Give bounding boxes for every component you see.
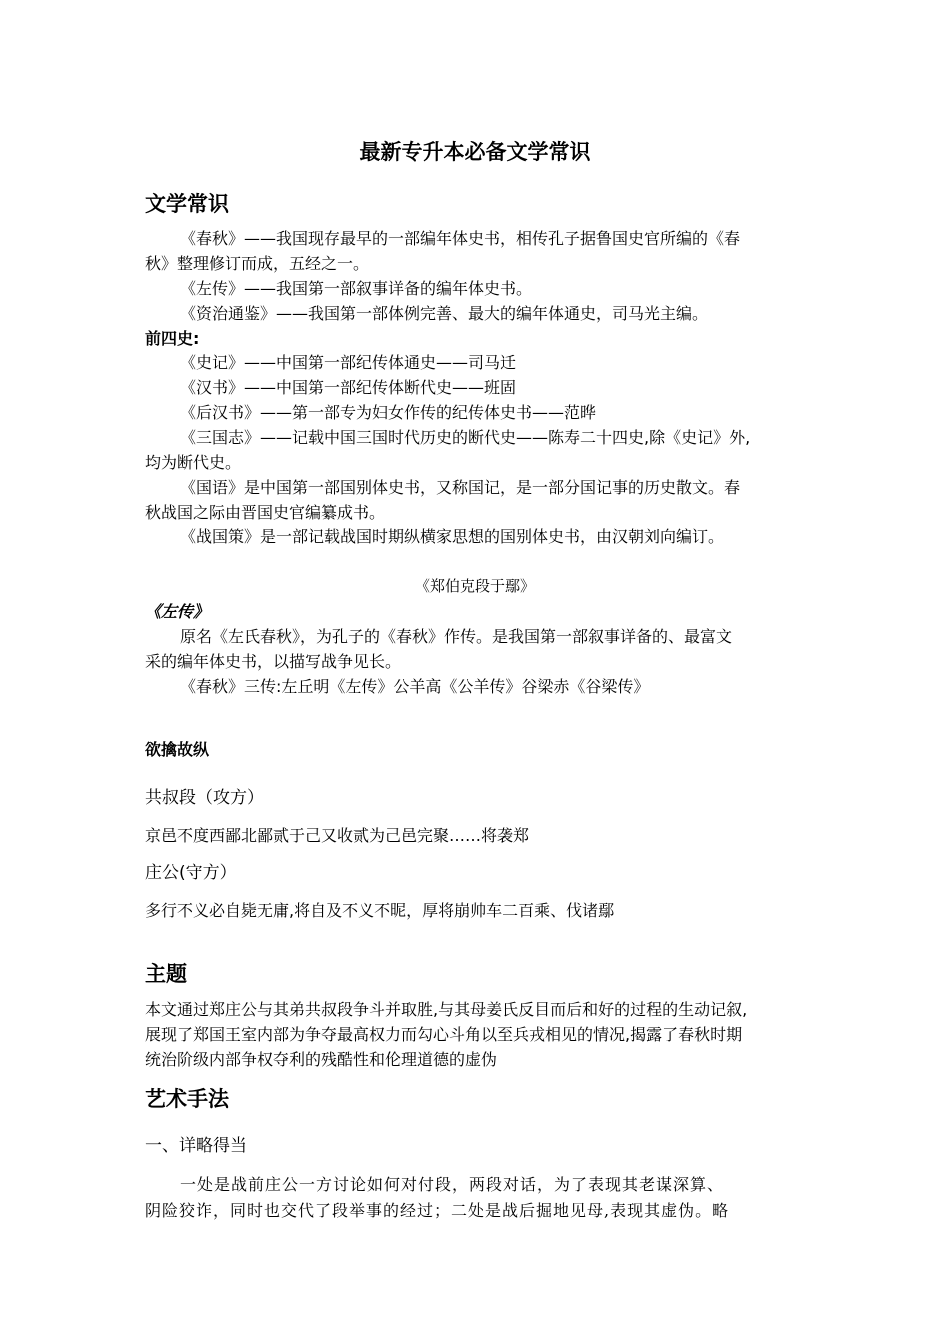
text-zhuang-gong: 多行不义必自毙无庸,将自及不义不昵，厚将崩帅车二百乘、伐诸鄢: [145, 901, 615, 920]
text-zhanguoce: 《战国策》是一部记载战国时期纵横家思想的国别体史书，由汉朝刘向编订。: [180, 527, 725, 546]
section-heading-theme: 主题: [145, 962, 187, 986]
text-guoyu-line2: 秋战国之际由晋国史官编纂成书。: [145, 503, 386, 522]
subtitle-zheng-bo-ke-duan: 《郑伯克段于鄢》: [414, 577, 535, 595]
text-houhanshu: 《后汉书》——第一部专为妇女作传的纪传体史书——范晔: [180, 403, 597, 422]
text-hanshu: 《汉书》——中国第一部纪传体断代史——班固: [180, 378, 517, 397]
text-zuozhuan-desc-line1: 原名《左氏春秋》，为孔子的《春秋》作传。是我国第一部叙事详备的、最富文: [180, 627, 733, 646]
text-guoyu-line1: 《国语》是中国第一部国别体史书，又称国记，是一部分国记事的历史散文。春: [180, 478, 741, 497]
text-chunqiu-sanzhuan: 《春秋》三传:左丘明《左传》公羊高《公羊传》谷梁赤《谷梁传》: [180, 677, 650, 696]
page-title: 最新专升本必备文学常识: [359, 140, 591, 164]
text-zuozhuan-desc-line2: 采的编年体史书，以描写战争见长。: [145, 652, 402, 671]
section-heading-art: 艺术手法: [145, 1087, 229, 1111]
text-theme-line1: 本文通过郑庄公与其弟共叔段争斗并取胜,与其母姜氏反目而后和好的过程的生动记叙,: [145, 1000, 748, 1019]
label-gong-shu-duan: 共叔段（攻方）: [145, 788, 264, 808]
text-chunqiu-line2: 秋》整理修订而成，五经之一。: [145, 254, 370, 273]
label-zuozhuan: 《左传》: [145, 602, 210, 621]
subheading-detail-balance: 一、详略得当: [145, 1136, 247, 1156]
text-sanguozhi-line2: 均为断代史。: [145, 453, 242, 472]
label-qian-si-shi: 前四史:: [145, 329, 200, 348]
text-art-line2: 阴险狡诈，同时也交代了段举事的经过；二处是战后掘地见母,表现其虚伪。略: [145, 1201, 730, 1220]
text-theme-line3: 统治阶级内部争权夺利的残酷性和伦理道德的虚伪: [145, 1050, 498, 1069]
text-shiji: 《史记》——中国第一部纪传体通史——司马迁: [180, 353, 517, 372]
text-chunqiu-line1: 《春秋》——我国现存最早的一部编年体史书，相传孔子据鲁国史官所编的《春: [180, 229, 741, 248]
text-art-line1: 一处是战前庄公一方讨论如何对付段，两段对话，为了表现其老谋深算、: [180, 1175, 725, 1194]
heading-yu-qin-gu-zong: 欲擒故纵: [145, 740, 210, 759]
section-heading-literary-knowledge: 文学常识: [145, 192, 229, 216]
text-theme-line2: 展现了郑国王室内部为争夺最高权力而勾心斗角以至兵戎相见的情况,揭露了春秋时期: [145, 1025, 743, 1044]
text-zuozhuan: 《左传》——我国第一部叙事详备的编年体史书。: [180, 279, 533, 298]
label-zhuang-gong: 庄公(守方）: [145, 863, 237, 883]
text-zizhi-tongjian: 《资治通鉴》——我国第一部体例完善、最大的编年体通史，司马光主编。: [180, 304, 709, 323]
text-sanguozhi-line1: 《三国志》——记载中国三国时代历史的断代史——陈寿二十四史,除《史记》外,: [180, 428, 751, 447]
text-gong-shu-duan: 京邑不度西鄙北鄙贰于己又收贰为己邑完聚……将袭郑: [145, 826, 530, 845]
